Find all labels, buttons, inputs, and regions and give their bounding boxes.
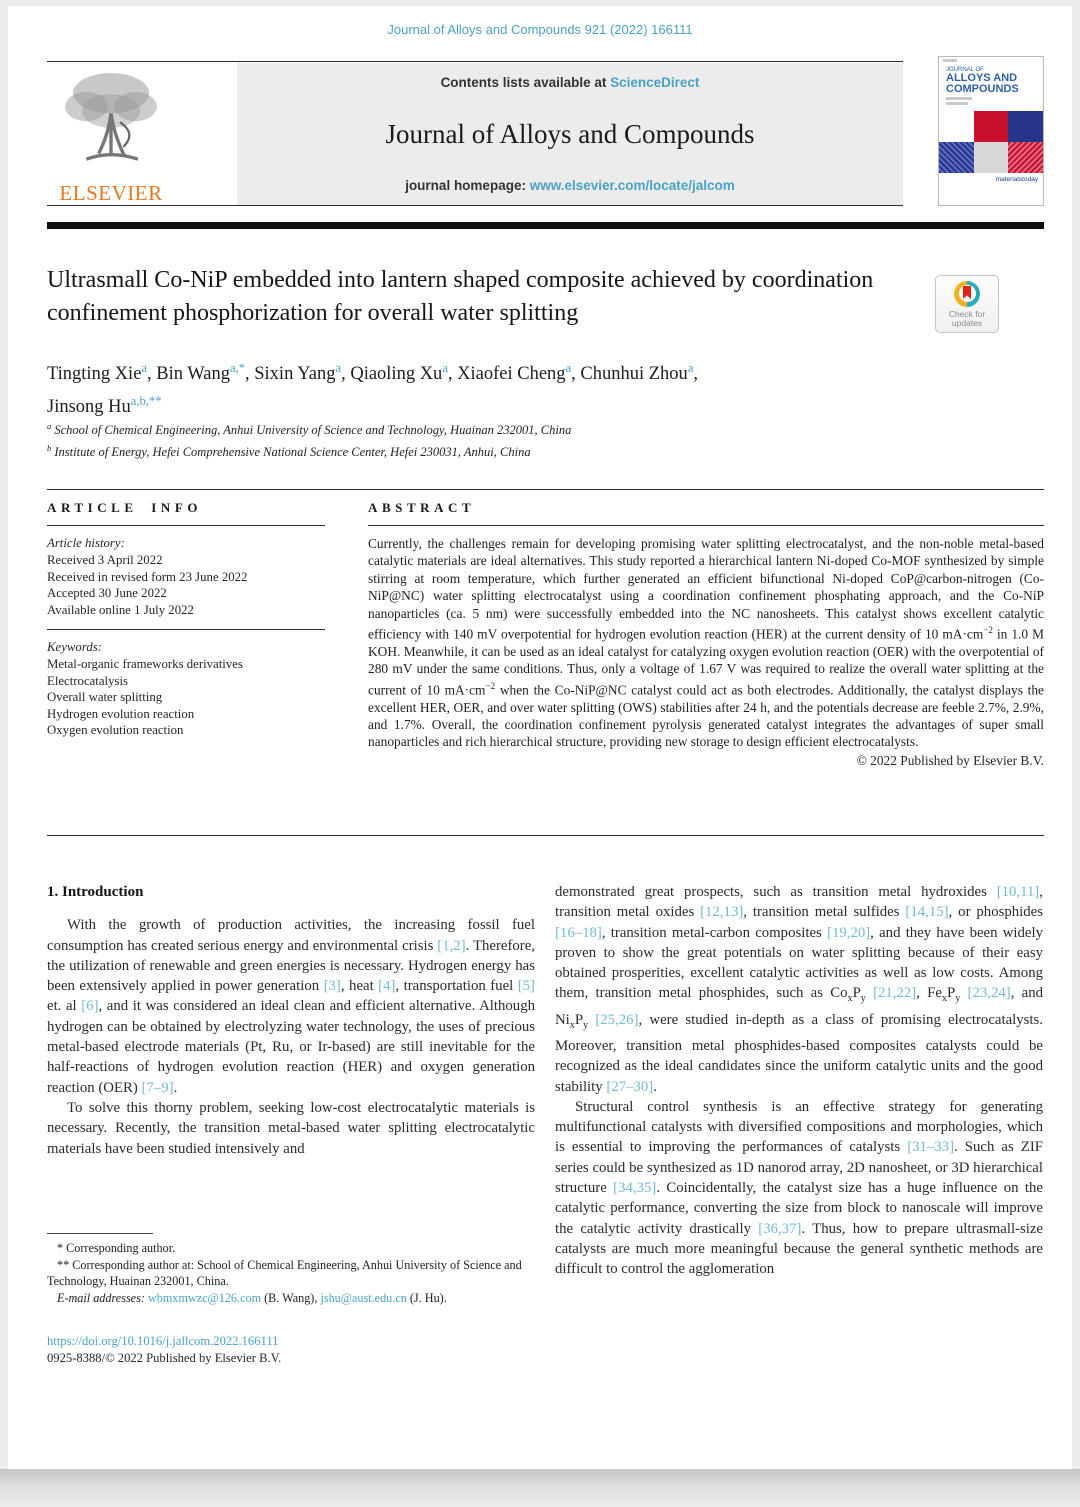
text-segment: . [653, 1078, 657, 1095]
text-segment: , transportation fuel [395, 978, 518, 995]
text-segment: With the growth of production activities, the increasing fossil fuel consumption has created serious energy and environmental crisis [47, 917, 535, 954]
text-segment: . Thus, how to prepare ultrasmall-size catalysts are much more meaningful because the general synthetic methods are difficult to control the agglomeration [555, 1220, 1043, 1278]
text-segment: , transition metal sulfides [743, 904, 906, 921]
text-segment: , or phosphides [948, 904, 1043, 921]
journal-masthead [237, 63, 903, 205]
history-label: Article history: [47, 536, 125, 550]
citation-ref[interactable]: [25,26] [595, 1011, 639, 1028]
affiliation-a [47, 418, 907, 440]
text-segment: x [847, 993, 853, 1005]
text-segment: * Corresponding author. [57, 1241, 176, 1255]
footnote-emails [47, 1290, 539, 1307]
text-segment: E-mail addresses: [57, 1290, 148, 1305]
cover-compounds: COMPOUNDS [946, 83, 1019, 95]
citation-ref[interactable]: [36,37] [758, 1220, 802, 1237]
elsevier-logo [48, 66, 174, 204]
elsevier-tree-icon [55, 66, 167, 174]
history-item: Accepted 30 June 2022 [47, 586, 167, 600]
cover-mosaic [939, 111, 1043, 173]
citation-ref[interactable]: [16–18] [555, 924, 602, 941]
text-segment: ** Corresponding author at: School of Chemical Engineering, Anhui University of Science and Technology, Huainan 232001, China. [47, 1257, 522, 1288]
contents-prefix: Contents lists available at [440, 75, 611, 90]
footnote-rule [47, 1233, 153, 1234]
text-segment: Jinsong Hu [47, 397, 131, 418]
issn-copyright: 0925-8388/© 2022 Published by Elsevier B.V. [47, 1351, 282, 1365]
author-affiliation-mark: a,b,** [130, 394, 162, 409]
text-segment: y [583, 1019, 589, 1031]
keyword-item: Hydrogen evolution reaction [47, 706, 195, 721]
abstract-copyright: © 2022 Published by Elsevier B.V. [856, 752, 1044, 768]
author-affiliation-mark: a [335, 361, 342, 375]
page-edge-shadow [0, 1469, 1080, 1507]
text-segment [866, 985, 873, 1001]
running-head-citation: Journal of Alloys and Compounds 921 (2022) 166111 [387, 22, 693, 37]
history-item: Received in revised form 23 June 2022 [47, 569, 248, 584]
author-list [47, 355, 897, 421]
cover-alloys-and: ALLOYS AND [946, 72, 1018, 84]
affiliation-b [47, 440, 907, 462]
check-for-updates-badge[interactable] [935, 275, 999, 333]
sciencedirect-link[interactable]: ScienceDirect [610, 75, 700, 90]
text-segment: , Sixin Yang [245, 364, 336, 385]
history-item: Available online 1 July 2022 [47, 602, 194, 617]
citation-ref[interactable]: [3] [323, 978, 341, 995]
citation-ref[interactable]: [14,15] [905, 904, 949, 921]
text-segment: Institute of Energy, Hefei Comprehensive National Science Center, Hefei 230031, Anhui, China [51, 444, 531, 459]
citation-ref[interactable]: [6] [81, 998, 99, 1015]
bookmark-icon [963, 286, 971, 299]
text-segment: a [47, 421, 52, 431]
text-segment: demonstrated great prospects, such as transition metal hydroxides [555, 884, 997, 900]
text-segment: , and it was considered an ideal clean and efficient alternative. Although hydrogen can be obtained by electrolyzing water technology, the uses of precious metal-based electrode materials (Pt, Ru, or Ir-based) are still inevitable for the half-reactions of hydrogen evolution reaction (HER) and oxygen generation reaction (OER) [47, 998, 535, 1096]
article-page [8, 6, 1072, 1469]
text-segment: in 1.0 M KOH. Meanwhile, it can be used as an ideal catalyst for catalyzing oxygen evolution reaction (OER) with the overpotential of 280 mV under the same conditions. Thus, only a voltage of 1.67 V was required to realize the overall water splitting at the current of 10 mA·cm [368, 626, 1044, 698]
text-segment: , Xiaofei Cheng [447, 364, 566, 385]
elsevier-wordmark: ELSEVIER [59, 181, 163, 205]
text-segment: −2 [485, 680, 496, 691]
abstract-text [368, 535, 1044, 751]
homepage-prefix: journal homepage: [405, 178, 530, 193]
article-info-panel [47, 500, 325, 739]
keyword-item: Metal-organic frameworks derivatives [47, 657, 243, 671]
article-info-heading: ARTICLE INFO [47, 500, 325, 526]
contents-line [441, 75, 700, 90]
cover-decor-bar [946, 97, 972, 100]
text-segment: . Therefore, the utilization of renewable and green energies is necessary. Hydrogen energy has been extensively applied in power generation [47, 937, 536, 995]
crossmark-icon [954, 281, 980, 307]
footnote-corresponding-at [47, 1257, 539, 1290]
keywords-label: Keywords: [47, 640, 102, 654]
body-column-right [555, 882, 1043, 1280]
section-divider-bar [47, 222, 1044, 229]
text-segment: b [47, 442, 52, 453]
text-segment: . Coincidentally, the catalyst size has a huge influence on the catalytic performance, converting the size from block to nanoscale will improve the catalytic activity drastically [555, 1180, 1043, 1237]
text-segment: P [947, 985, 956, 1002]
text-segment: To solve this thorny problem, seeking low-cost electrocatalytic materials is necessary. Recently, the transition metal-based water splitting electrocatalytic materials have been studied intensively and [47, 1099, 535, 1157]
citation-ref[interactable]: [27–30] [606, 1078, 654, 1095]
text-segment: , Qiaoling Xu [341, 364, 443, 385]
text-segment [960, 985, 967, 1001]
abstract-panel [368, 500, 1044, 769]
info-divider [47, 629, 325, 630]
check-updates-line2: updates [951, 317, 983, 328]
text-segment: y [860, 993, 866, 1005]
paragraph [555, 882, 1043, 1097]
text-segment: , and they have been widely proven to show the great potentials on water splitting because of their easy obtained prosperities, excellent catalytic activities as well as low costs. Among them, transition metal phosphides, such as Co [555, 924, 1043, 1002]
author-affiliation-mark: a [687, 361, 694, 375]
body-column-left [47, 882, 535, 1159]
text-segment: Currently, the challenges remain for developing promising water splitting electrocatalyst, and the non-noble metal-based catalytic materials are ideal alternatives. This study reported a hierarchical lantern Ni-doped Co-MOF synthesized by simple stirring at room temperature, which further generated an efficient bifunctional Ni-doped CoP@carbon-nitrogen (Co-NiP@NC) water splitting electrocatalyst using a coordination confinement phosphating approach, and the Co-NiP nanoparticles (ca. 5 nm) were successfully embedded into the NC nanosheets. This catalyst shows excellent catalytic efficiency with 140 mV overpotential for hydrogen evolution reaction (HER) at the current density of 10 mA·cm [368, 536, 1044, 642]
author-affiliation-mark: a [565, 361, 572, 375]
full-width-rule [47, 835, 1044, 836]
keyword-item: Electrocatalysis [47, 673, 129, 688]
text-segment: , transition metal oxides [555, 884, 1043, 921]
citation-ref[interactable]: [7–9] [141, 1079, 174, 1096]
paragraph [555, 1097, 1043, 1280]
text-segment: , transition metal-carbon composites [601, 924, 828, 941]
text-segment: (B. Wang), [261, 1290, 321, 1305]
citation-ref[interactable]: [10,11] [996, 884, 1040, 900]
article-footer [47, 1333, 281, 1367]
text-segment: , Chunhui Zhou [571, 364, 688, 385]
check-updates-label [949, 310, 985, 328]
footnotes [47, 1233, 539, 1306]
cover-decor-bar [943, 59, 957, 62]
text-segment: , Fe [916, 985, 942, 1002]
citation-ref[interactable]: [31–33] [907, 1139, 955, 1156]
text-segment: School of Chemical Engineering, Anhui University of Science and Technology, Huainan 232001, China [51, 423, 572, 438]
citation-ref[interactable]: [4] [378, 978, 396, 995]
article-title: Ultrasmall Co-NiP embedded into lantern shaped composite achieved by coordination confinement phosphorization for overall water splitting [47, 267, 874, 326]
full-width-rule [47, 489, 1044, 490]
citation-ref[interactable]: [5] [517, 978, 535, 995]
text-segment: , were studied in-depth as a class of promising electrocatalysts. Moreover, transition metal phosphides-based composites catalysts could be recognized as the ideal candidates since the uniform catalytic units and the good stability [555, 1011, 1043, 1095]
text-segment: P [574, 1011, 584, 1028]
footnote-corresponding [47, 1240, 539, 1257]
text-segment: P [852, 985, 861, 1002]
hyperlink[interactable]: jshu@aust.edu.cn [320, 1290, 407, 1305]
cover-decor-bar [946, 102, 968, 105]
author-affiliation-mark: a [141, 361, 147, 375]
affiliations [47, 418, 907, 461]
text-segment: (J. Hu). [406, 1290, 447, 1305]
cover-brand: materialstoday [995, 176, 1038, 183]
text-segment: et. al [47, 998, 82, 1015]
text-segment: Structural control synthesis is an effective strategy for generating multifunctional catalysts with diversified compositions and morphologies, which is essential to improving the performances of catalysts [555, 1098, 1043, 1156]
check-updates-line1: Check for [948, 308, 986, 319]
text-segment: , heat [340, 978, 379, 995]
keyword-item: Overall water splitting [47, 690, 163, 704]
text-segment: , Bin Wang [147, 364, 230, 385]
citation-ref[interactable]: [19,20] [827, 924, 871, 941]
homepage-line [405, 178, 735, 193]
citation-ref[interactable]: [34,35] [613, 1180, 657, 1197]
keyword-item: Oxygen evolution reaction [47, 723, 184, 737]
hyperlink[interactable]: wbmxmwzc@126.com [147, 1290, 262, 1305]
text-segment: y [955, 993, 961, 1005]
text-segment: x [569, 1019, 575, 1031]
homepage-link[interactable]: www.elsevier.com/locate/jalcom [529, 178, 735, 193]
paragraph [47, 1098, 535, 1159]
journal-cover-thumbnail[interactable] [938, 56, 1044, 206]
header-top-rule [47, 61, 903, 62]
header-bottom-rule [47, 205, 903, 206]
author-affiliation-mark: a [442, 361, 448, 375]
text-segment: when the Co-NiP@NC catalyst could act as both electrodes. Additionally, the catalyst displays the excellent HER, OER, and over water splitting (OWS) stabilities after 24 h, and the potentials decrease are feeble 2.7%, 2.9%, and 1.7%. Overall, the coordination confinement pyrolysis generated catalyst integrates the advantages of super small nanoparticles and rich hierarchical structure, providing new storage to design efficient electrocatalysts. [368, 682, 1044, 750]
citation-ref[interactable]: [21,22] [873, 985, 917, 1002]
text-segment: . Such as ZIF series could be synthesized as 1D nanorod array, 2D nanosheet, or 3D hierarchical structure [555, 1139, 1043, 1197]
paragraph [47, 915, 535, 1098]
text-segment: x [941, 993, 948, 1005]
doi-link[interactable]: https://doi.org/10.1016/j.jallcom.2022.166111 [47, 1334, 279, 1348]
citation-ref[interactable]: [23,24] [967, 985, 1011, 1002]
section-heading-introduction: 1. Introduction [47, 884, 144, 900]
text-segment: Tingting Xie [47, 364, 142, 385]
text-segment: . [173, 1079, 178, 1096]
journal-name: Journal of Alloys and Compounds [385, 118, 755, 149]
abstract-heading: ABSTRACT [368, 500, 1044, 526]
citation-ref[interactable]: [1,2] [437, 937, 466, 954]
cover-journal-of: JOURNAL OF [946, 67, 984, 73]
author-affiliation-mark: a,* [229, 361, 245, 375]
text-segment: , [693, 364, 699, 385]
citation-ref[interactable]: [12,13] [700, 904, 744, 921]
text-segment: −2 [983, 625, 993, 636]
history-item: Received 3 April 2022 [47, 553, 163, 567]
text-segment: , and Ni [555, 985, 1043, 1028]
